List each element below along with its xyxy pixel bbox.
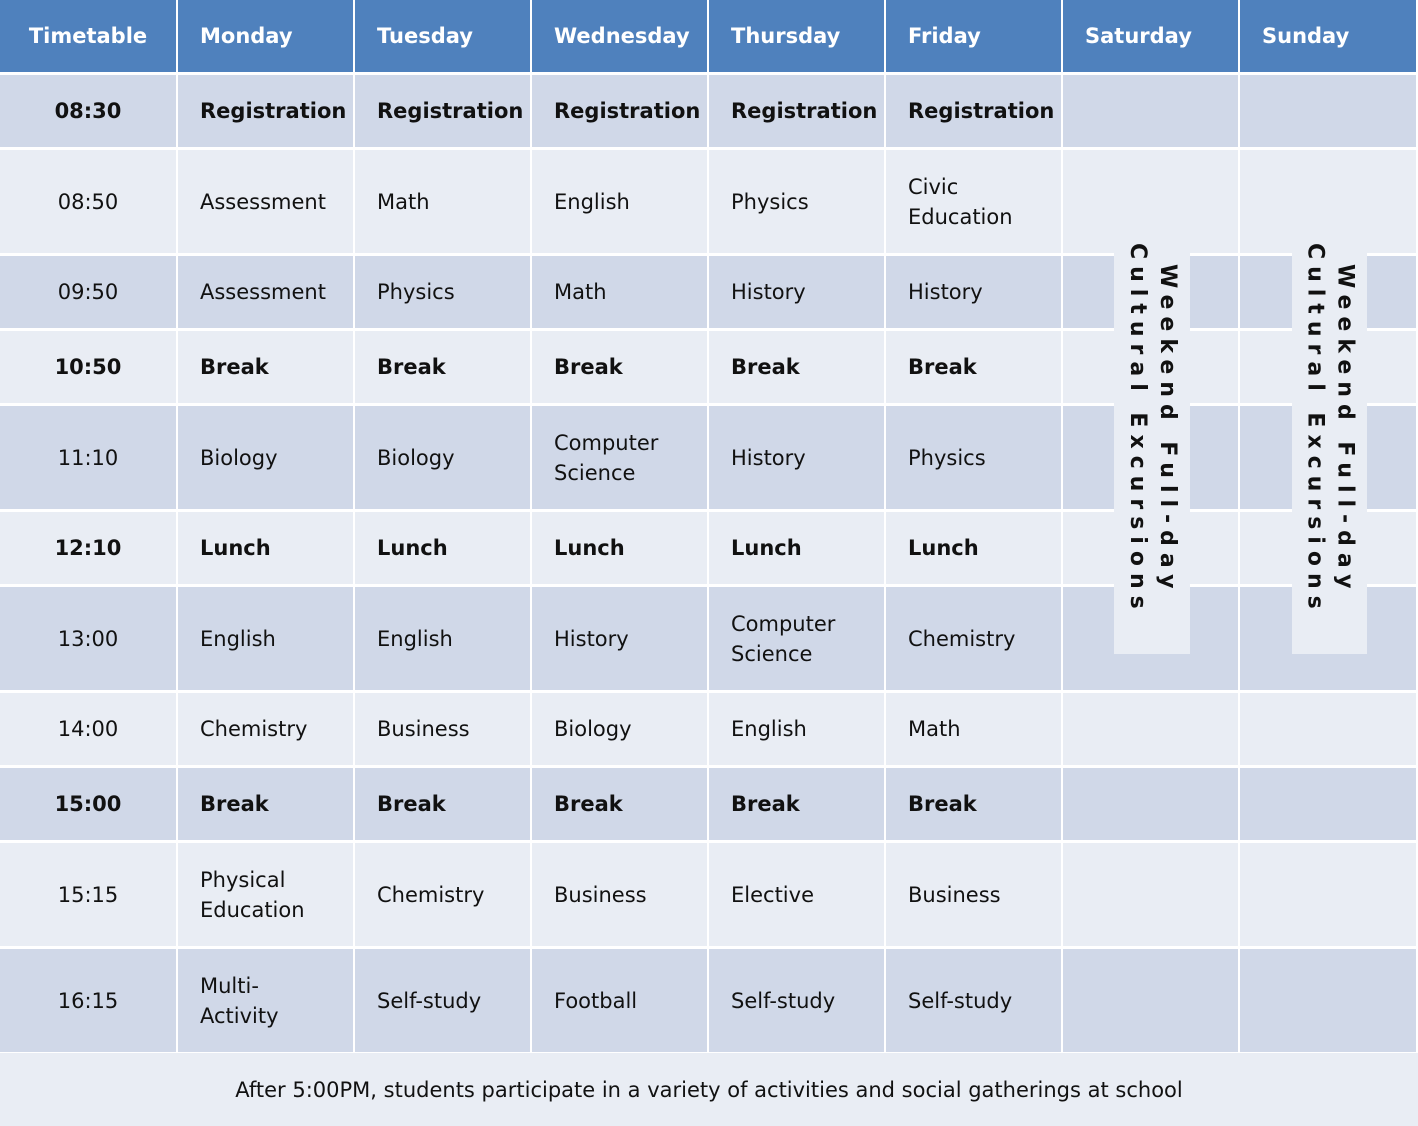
schedule-cell-tuesday: Lunch: [355, 512, 530, 584]
schedule-cell-friday: Business: [886, 843, 1061, 946]
schedule-cell-saturday: [1063, 75, 1238, 147]
schedule-cell-friday: History: [886, 256, 1061, 328]
schedule-cell-tuesday: Break: [355, 768, 530, 840]
schedule-cell-thursday: History: [709, 406, 884, 509]
schedule-cell-friday: Physics: [886, 406, 1061, 509]
schedule-cell-sunday: [1240, 949, 1416, 1052]
time-cell: 08:30: [0, 75, 176, 147]
schedule-cell-saturday: [1063, 949, 1238, 1052]
schedule-cell-friday: Break: [886, 331, 1061, 403]
schedule-cell-monday: English: [178, 587, 353, 690]
schedule-cell-friday: Chemistry: [886, 587, 1061, 690]
schedule-cell-wednesday: Biology: [532, 693, 707, 765]
schedule-cell-wednesday: Football: [532, 949, 707, 1052]
time-cell: 08:50: [0, 150, 176, 253]
schedule-cell-monday: Assessment: [178, 256, 353, 328]
time-cell: 16:15: [0, 949, 176, 1052]
header-saturday: Saturday: [1063, 0, 1238, 72]
schedule-cell-sunday: [1240, 843, 1416, 946]
schedule-cell-thursday: History: [709, 256, 884, 328]
sunday-excursion-banner: [1292, 205, 1367, 654]
schedule-cell-monday: Break: [178, 331, 353, 403]
header-tuesday: Tuesday: [355, 0, 530, 72]
time-cell: 15:15: [0, 843, 176, 946]
time-cell: 12:10: [0, 512, 176, 584]
schedule-cell-friday: Break: [886, 768, 1061, 840]
schedule-cell-tuesday: Math: [355, 150, 530, 253]
saturday-excursion-label: Weekend Full-day Cultural Excursions: [1125, 243, 1180, 616]
sunday-excursion-label: Weekend Full-day Cultural Excursions: [1302, 243, 1358, 616]
schedule-cell-tuesday: Registration: [355, 75, 530, 147]
time-cell: 10:50: [0, 331, 176, 403]
schedule-cell-thursday: Computer Science: [709, 587, 884, 690]
schedule-cell-tuesday: English: [355, 587, 530, 690]
schedule-cell-friday: Self-study: [886, 949, 1061, 1052]
header-monday: Monday: [178, 0, 353, 72]
schedule-cell-monday: Physical Education: [178, 843, 353, 946]
schedule-cell-wednesday: English: [532, 150, 707, 253]
schedule-cell-wednesday: Business: [532, 843, 707, 946]
schedule-cell-thursday: Break: [709, 331, 884, 403]
schedule-cell-thursday: Registration: [709, 75, 884, 147]
schedule-cell-wednesday: Break: [532, 768, 707, 840]
time-cell: 13:00: [0, 587, 176, 690]
schedule-cell-wednesday: History: [532, 587, 707, 690]
schedule-cell-wednesday: Registration: [532, 75, 707, 147]
schedule-cell-tuesday: Chemistry: [355, 843, 530, 946]
time-cell: 09:50: [0, 256, 176, 328]
header-timetable: Timetable: [0, 0, 176, 72]
schedule-cell-monday: Chemistry: [178, 693, 353, 765]
footer-note: [0, 1053, 1418, 1126]
schedule-cell-friday: Registration: [886, 75, 1061, 147]
footer-note-text: After 5:00PM, students participate in a variety of activities and social gatherings at school: [235, 1077, 1183, 1102]
schedule-cell-tuesday: Break: [355, 331, 530, 403]
schedule-cell-sunday: [1240, 75, 1416, 147]
schedule-cell-thursday: Lunch: [709, 512, 884, 584]
saturday-excursion-banner: [1114, 205, 1190, 654]
schedule-cell-tuesday: Self-study: [355, 949, 530, 1052]
schedule-cell-tuesday: Biology: [355, 406, 530, 509]
header-friday: Friday: [886, 0, 1061, 72]
schedule-cell-sunday: [1240, 768, 1416, 840]
schedule-cell-tuesday: Physics: [355, 256, 530, 328]
schedule-cell-monday: Multi- Activity: [178, 949, 353, 1052]
schedule-cell-thursday: Physics: [709, 150, 884, 253]
schedule-cell-monday: Biology: [178, 406, 353, 509]
schedule-cell-sunday: [1240, 693, 1416, 765]
schedule-cell-monday: Lunch: [178, 512, 353, 584]
header-thursday: Thursday: [709, 0, 884, 72]
schedule-cell-saturday: [1063, 693, 1238, 765]
schedule-cell-wednesday: Break: [532, 331, 707, 403]
time-cell: 15:00: [0, 768, 176, 840]
schedule-cell-friday: Lunch: [886, 512, 1061, 584]
schedule-cell-thursday: Self-study: [709, 949, 884, 1052]
schedule-cell-monday: Assessment: [178, 150, 353, 253]
schedule-cell-monday: Registration: [178, 75, 353, 147]
schedule-cell-thursday: Elective: [709, 843, 884, 946]
schedule-cell-thursday: English: [709, 693, 884, 765]
schedule-cell-tuesday: Business: [355, 693, 530, 765]
schedule-cell-wednesday: Math: [532, 256, 707, 328]
schedule-cell-saturday: [1063, 843, 1238, 946]
schedule-cell-monday: Break: [178, 768, 353, 840]
schedule-cell-friday: Math: [886, 693, 1061, 765]
header-sunday: Sunday: [1240, 0, 1416, 72]
schedule-cell-friday: Civic Education: [886, 150, 1061, 253]
schedule-cell-wednesday: Computer Science: [532, 406, 707, 509]
time-cell: 11:10: [0, 406, 176, 509]
time-cell: 14:00: [0, 693, 176, 765]
schedule-cell-wednesday: Lunch: [532, 512, 707, 584]
header-wednesday: Wednesday: [532, 0, 707, 72]
schedule-cell-thursday: Break: [709, 768, 884, 840]
schedule-cell-saturday: [1063, 768, 1238, 840]
